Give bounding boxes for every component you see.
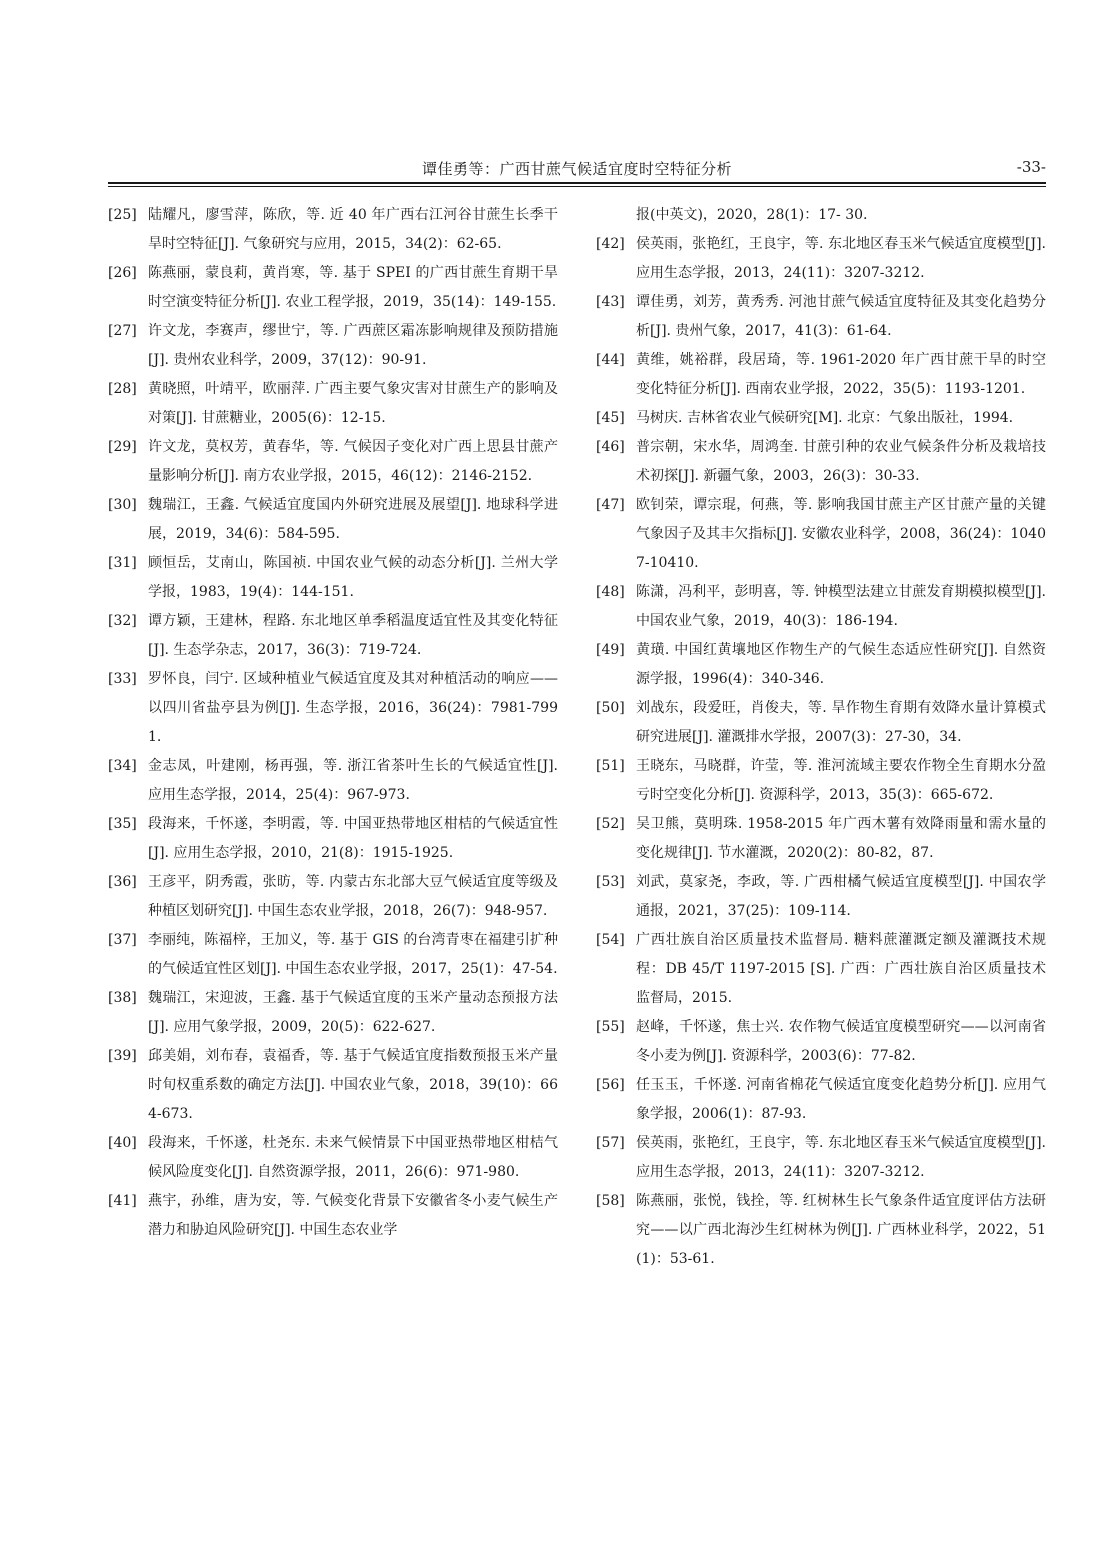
reference-entry xyxy=(108,375,558,433)
reference-entry xyxy=(108,259,558,317)
reference-number: [52] xyxy=(596,816,625,832)
header-rule-thick xyxy=(108,182,1046,184)
reference-text: 金志凤，叶建刚，杨再强，等. 浙江省茶叶生长的气候适宜性[J]. 应用生态学报，2014，25(4)：967-973. xyxy=(148,758,558,803)
reference-text: 刘武，莫家尧，李政，等. 广西柑橘气候适宜度模型[J]. 中国农学通报，2021，37(25)：109-114. xyxy=(636,874,1046,919)
reference-entry xyxy=(596,1013,1046,1071)
reference-number: [33] xyxy=(108,671,137,687)
reference-number: [50] xyxy=(596,700,625,716)
reference-text: 顾恒岳，艾南山，陈国祯. 中国农业气候的动态分析[J]. 兰州大学学报，1983，19(4)：144-151. xyxy=(148,555,558,600)
page-number: -33- xyxy=(1016,158,1046,176)
reference-entry xyxy=(596,433,1046,491)
reference-text: 魏瑞江，王鑫. 气候适宜度国内外研究进展及展望[J]. 地球科学进展，2019，34(6)：584-595. xyxy=(148,497,558,542)
reference-number: [42] xyxy=(596,236,625,252)
reference-entry xyxy=(108,1129,558,1187)
reference-entry xyxy=(108,752,558,810)
header-rule-thin xyxy=(108,186,1046,187)
reference-entry xyxy=(108,201,558,259)
reference-entry xyxy=(108,317,558,375)
reference-text: 赵峰，千怀遂，焦士兴. 农作物气候适宜度模型研究——以河南省冬小麦为例[J]. 资源科学，2003(6)：77-82. xyxy=(636,1019,1046,1064)
reference-number: [34] xyxy=(108,758,137,774)
reference-number: [30] xyxy=(108,497,137,513)
reference-text: 陈燕丽，蒙良莉，黄肖寒，等. 基于 SPEI 的广西甘蔗生育期干旱时空演变特征分析[J]. 农业工程学报，2019，35(14)：149-155. xyxy=(148,265,558,310)
reference-number: [41] xyxy=(108,1193,137,1209)
reference-text: 邱美娟，刘布春，袁福香，等. 基于气候适宜度指数预报玉米产量时旬权重系数的确定方法[J]. 中国农业气象，2018，39(10)：664-673. xyxy=(148,1048,558,1122)
reference-text: 普宗朝，宋水华，周鸿奎. 甘蔗引种的农业气候条件分析及栽培技术初探[J]. 新疆气象，2003，26(3)：30-33. xyxy=(636,439,1046,484)
reference-number: [55] xyxy=(596,1019,625,1035)
reference-entry xyxy=(596,1129,1046,1187)
reference-column-right xyxy=(596,201,1046,1274)
reference-entry xyxy=(596,1187,1046,1274)
reference-number: [35] xyxy=(108,816,137,832)
reference-number: [43] xyxy=(596,294,625,310)
reference-entry xyxy=(596,810,1046,868)
reference-entry xyxy=(108,868,558,926)
reference-text: 欧钊荣，谭宗琨，何燕，等. 影响我国甘蔗主产区甘蔗产量的关键气象因子及其丰欠指标[J]. 安徽农业科学，2008，36(24)：10407-10410. xyxy=(636,497,1046,571)
reference-number: [31] xyxy=(108,555,137,571)
running-title: 谭佳勇等：广西甘蔗气候适宜度时空特征分析 xyxy=(421,160,732,178)
reference-entry xyxy=(108,665,558,752)
reference-entry xyxy=(108,491,558,549)
reference-entry xyxy=(596,636,1046,694)
reference-number: [58] xyxy=(596,1193,625,1209)
reference-number: [32] xyxy=(108,613,137,629)
reference-number: [45] xyxy=(596,410,625,426)
reference-number: [47] xyxy=(596,497,625,513)
reference-text: 罗怀良，闫宁. 区域种植业气候适宜度及其对种植活动的响应——以四川省盐亭县为例[J]. 生态学报，2016，36(24)：7981-7991. xyxy=(148,671,558,745)
reference-entry xyxy=(596,201,1046,230)
reference-entry xyxy=(596,288,1046,346)
reference-text: 谭佳勇，刘芳，黄秀秀. 河池甘蔗气候适宜度特征及其变化趋势分析[J]. 贵州气象，2017，41(3)：61-64. xyxy=(636,294,1046,339)
reference-number: [54] xyxy=(596,932,625,948)
reference-text: 谭方颖，王建林，程路. 东北地区单季稻温度适宜性及其变化特征[J]. 生态学杂志，2017，36(3)：719-724. xyxy=(148,613,558,658)
reference-entry xyxy=(596,491,1046,578)
reference-entry xyxy=(596,404,1046,433)
reference-text: 王彦平，阴秀霞，张昉，等. 内蒙古东北部大豆气候适宜度等级及种植区划研究[J]. 中国生态农业学报，2018，26(7)：948-957. xyxy=(148,874,558,919)
reference-text: 李丽纯，陈福梓，王加义，等. 基于 GIS 的台湾青枣在福建引扩种的气候适宜性区划[J]. 中国生态农业学报，2017，25(1)：47-54. xyxy=(148,932,558,977)
reference-text: 黄维，姚裕群，段居琦，等. 1961-2020 年广西甘蔗干旱的时空变化特征分析[J]. 西南农业学报，2022，35(5)：1193-1201. xyxy=(636,352,1046,397)
reference-entry xyxy=(108,607,558,665)
reference-entry xyxy=(596,868,1046,926)
reference-number: [44] xyxy=(596,352,625,368)
reference-number: [26] xyxy=(108,265,137,281)
reference-number: [53] xyxy=(596,874,625,890)
reference-entry xyxy=(108,549,558,607)
reference-text: 许文龙，莫权芳，黄春华，等. 气候因子变化对广西上思县甘蔗产量影响分析[J]. 南方农业学报，2015，46(12)：2146-2152. xyxy=(148,439,558,484)
reference-number: [49] xyxy=(596,642,625,658)
reference-text: 侯英雨，张艳红，王良宇，等. 东北地区春玉米气候适宜度模型[J]. 应用生态学报，2013，24(11)：3207-3212. xyxy=(636,1135,1046,1180)
reference-entry xyxy=(108,1187,558,1245)
reference-entry xyxy=(596,1071,1046,1129)
reference-text: 马树庆. 吉林省农业气候研究[M]. 北京：气象出版社，1994. xyxy=(636,410,1014,426)
reference-number: [27] xyxy=(108,323,137,339)
reference-text: 任玉玉，千怀遂. 河南省棉花气候适宜度变化趋势分析[J]. 应用气象学报，2006(1)：87-93. xyxy=(636,1077,1046,1122)
reference-entry xyxy=(596,346,1046,404)
reference-entry xyxy=(596,926,1046,1013)
reference-text: 段海来，千怀遂，李明霞，等. 中国亚热带地区柑桔的气候适宜性[J]. 应用生态学报，2010，21(8)：1915-1925. xyxy=(148,816,558,861)
reference-number: [46] xyxy=(596,439,625,455)
reference-number: [57] xyxy=(596,1135,625,1151)
reference-text: 许文龙，李赛声，缪世宁，等. 广西蔗区霜冻影响规律及预防措施[J]. 贵州农业科学，2009，37(12)：90-91. xyxy=(148,323,558,368)
reference-column-left xyxy=(108,201,558,1245)
reference-text: 魏瑞江，宋迎波，王鑫. 基于气候适宜度的玉米产量动态预报方法[J]. 应用气象学报，2009，20(5)：622-627. xyxy=(148,990,558,1035)
reference-entry xyxy=(596,694,1046,752)
reference-number: [40] xyxy=(108,1135,137,1151)
reference-entry xyxy=(596,578,1046,636)
reference-entry xyxy=(108,810,558,868)
reference-entry xyxy=(108,1042,558,1129)
reference-text: 王晓东，马晓群，许莹，等. 淮河流域主要农作物全生育期水分盈亏时空变化分析[J]. 资源科学，2013，35(3)：665-672. xyxy=(636,758,1046,803)
reference-number: [51] xyxy=(596,758,625,774)
reference-entry xyxy=(596,752,1046,810)
reference-text: 燕宇，孙维，唐为安，等. 气候变化背景下安徽省冬小麦气候生产潜力和胁迫风险研究[J]. 中国生态农业学 xyxy=(148,1193,558,1238)
reference-number: [37] xyxy=(108,932,137,948)
reference-text: 报(中英文)，2020，28(1)：17- 30. xyxy=(636,207,868,223)
page-header xyxy=(108,150,1046,184)
reference-text: 陆耀凡，廖雪萍，陈欣，等. 近 40 年广西右江河谷甘蔗生长季干旱时空特征[J]. 气象研究与应用，2015，34(2)：62-65. xyxy=(148,207,558,252)
reference-number: [56] xyxy=(596,1077,625,1093)
reference-number: [39] xyxy=(108,1048,137,1064)
reference-number: [28] xyxy=(108,381,137,397)
reference-number: [29] xyxy=(108,439,137,455)
reference-text: 广西壮族自治区质量技术监督局. 糖料蔗灌溉定额及灌溉技术规程：DB 45/T 1197-2015 [S]. 广西：广西壮族自治区质量技术监督局，2015. xyxy=(636,932,1046,1006)
reference-entry xyxy=(108,984,558,1042)
reference-entry xyxy=(596,230,1046,288)
reference-entry xyxy=(108,926,558,984)
reference-number: [48] xyxy=(596,584,625,600)
reference-number: [25] xyxy=(108,207,137,223)
reference-text: 吴卫熊，莫明珠. 1958-2015 年广西木薯有效降雨量和需水量的变化规律[J]. 节水灌溉，2020(2)：80-82，87. xyxy=(636,816,1046,861)
reference-number: [38] xyxy=(108,990,137,1006)
reference-text: 黄晓照，叶靖平，欧丽萍. 广西主要气象灾害对甘蔗生产的影响及对策[J]. 甘蔗糖业，2005(6)：12-15. xyxy=(148,381,558,426)
reference-text: 刘战东，段爱旺，肖俊夫，等. 旱作物生育期有效降水量计算模式研究进展[J]. 灌溉排水学报，2007(3)：27-30，34. xyxy=(636,700,1046,745)
reference-number: [36] xyxy=(108,874,137,890)
reference-text: 侯英雨，张艳红，王良宇，等. 东北地区春玉米气候适宜度模型[J]. 应用生态学报，2013，24(11)：3207-3212. xyxy=(636,236,1046,281)
reference-text: 陈燕丽，张悦，钱拴，等. 红树林生长气象条件适宜度评估方法研究——以广西北海沙生红树林为例[J]. 广西林业科学，2022，51(1)：53-61. xyxy=(636,1193,1046,1267)
reference-entry xyxy=(108,433,558,491)
reference-text: 黄璜. 中国红黄壤地区作物生产的气候生态适应性研究[J]. 自然资源学报，1996(4)：340-346. xyxy=(636,642,1046,687)
reference-text: 陈潇，冯利平，彭明喜，等. 钟模型法建立甘蔗发育期模拟模型[J]. 中国农业气象，2019，40(3)：186-194. xyxy=(636,584,1046,629)
reference-text: 段海来，千怀遂，杜尧东. 未来气候情景下中国亚热带地区柑桔气候风险度变化[J]. 自然资源学报，2011，26(6)：971-980. xyxy=(148,1135,558,1180)
